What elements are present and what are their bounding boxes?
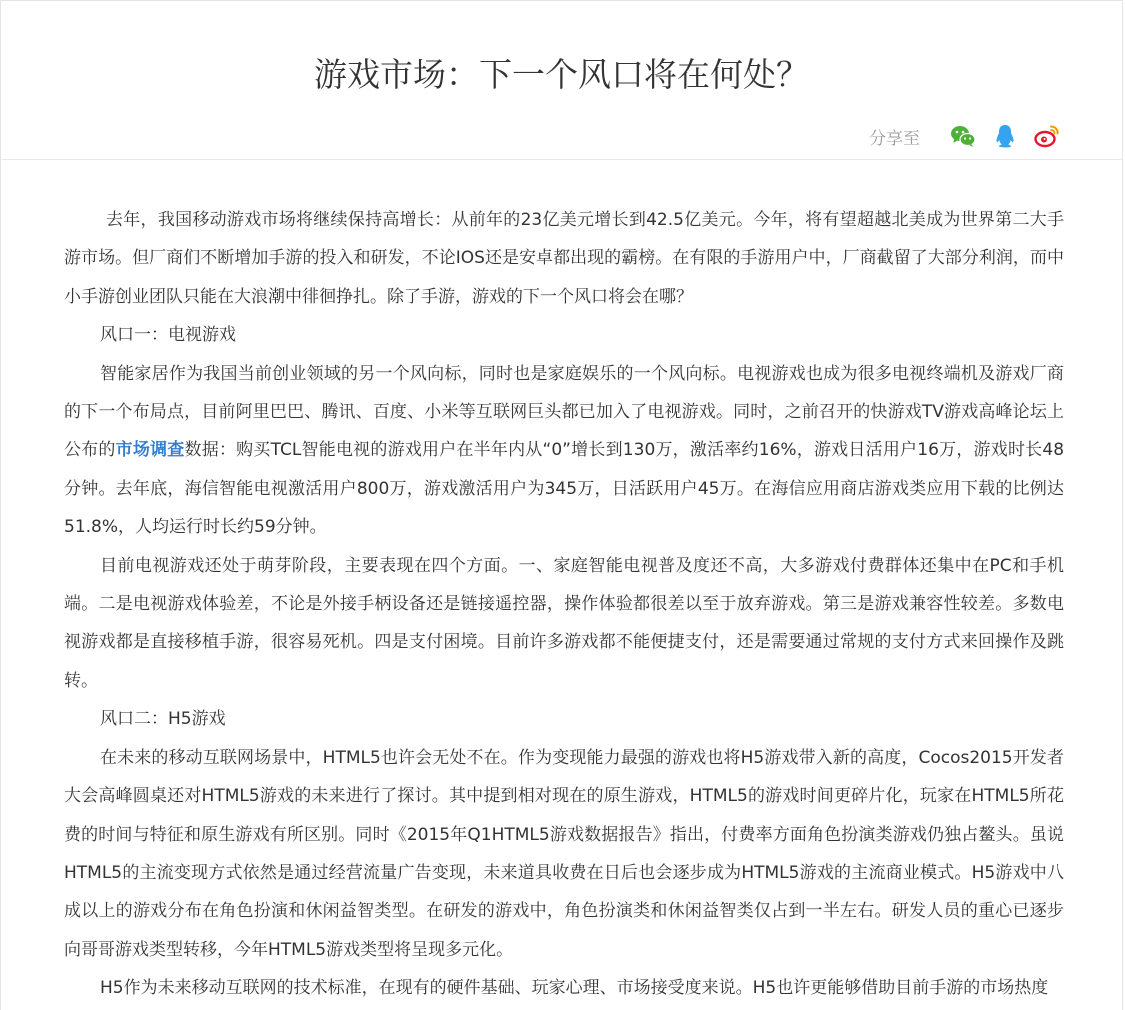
article-body	[64, 201, 1064, 1008]
weibo-icon[interactable]	[1034, 123, 1060, 149]
paragraph	[64, 355, 1064, 547]
article-header	[1, 1, 1122, 160]
share-bar	[869, 121, 1060, 151]
paragraph: 去年，我国移动游戏市场将继续保持高增长：从前年的23亿美元增长到42.5亿美元。今年，将有望超越北美成为世界第二大手游市场。但厂商们不断增加手游的投入和研发，不论IOS还是安卓都出现的霸榜。在有限的手游用户中，厂商截留了大部分利润，而中小手游创业团队只能在大浪潮中徘徊挣扎。除了手游，游戏的下一个风口将会在哪？	[64, 210, 1064, 307]
wechat-icon[interactable]	[950, 123, 976, 149]
market-survey-link[interactable]: 市场调查	[115, 440, 185, 461]
paragraph-text: 数据：购买TCL智能电视的游戏用户在半年内从“0”增长到130万，激活率约16%，游戏日活用户16万，游戏时长48分钟。去年底，海信智能电视激活用户800万，游戏激活用户为345万，日活跃用户45万。在海信应用商店游戏类应用下载的比例达51.8%，人均运行时长约59分钟。	[64, 440, 1065, 538]
share-label: 分享至	[869, 128, 920, 149]
paragraph: 目前电视游戏还处于萌芽阶段，主要表现在四个方面。一、家庭智能电视普及度还不高，大多游戏付费群体还集中在PC和手机端。二是电视游戏体验差，不论是外接手柄设备还是链接遥控器，操作体验都很差以至于放弃游戏。第三是游戏兼容性较差。多数电视游戏都是直接移植手游，很容易死机。四是支付困境。目前许多游戏都不能便捷支付，还是需要通过常规的支付方式来回操作及跳转。	[64, 555, 1064, 691]
paragraph: 在未来的移动互联网场景中，HTML5也许会无处不在。作为变现能力最强的游戏也将H5游戏带入新的高度，Cocos2015开发者大会高峰圆桌还对HTML5游戏的未来进行了探讨。其中提到相对现在的原生游戏，HTML5的游戏时间更碎片化，玩家在HTML5所花费的时间与特征和原生游戏有所区别。同时《2015年Q1HTML5游戏数据报告》指出，付费率方面角色扮演类游戏仍独占鳌头。虽说HTML5的主流变现方式依然是通过经营流量广告变现，未来道具收费在日后也会逐步成为HTML5游戏的主流商业模式。H5游戏中八成以上的游戏分布在角色扮演和休闲益智类型。在研发的游戏中，角色扮演类和休闲益智类仅占到一半左右。研发人员的重心已逐步向哥哥游戏类型转移，今年HTML5游戏类型将呈现多元化。	[64, 747, 1064, 960]
paragraph-text: 智能家居作为我国当前创业领域的另一个风向标，同时也是家庭娱乐的一个风向标。电视游戏也成为很多电视终端机及游戏厂商的下一个布局点，目前阿里巴巴、腾讯、百度、小米等互联网巨头都已加入了电视游戏。同时，之前召开的快游戏TV游戏高峰论坛上公布的	[64, 363, 1064, 461]
section-heading-h5-games: 风口二：H5游戏	[100, 709, 226, 730]
section-heading-tv-games: 风口一：电视游戏	[100, 325, 236, 346]
qq-icon[interactable]	[992, 123, 1018, 149]
article-title: 游戏市场：下一个风口将在何处？	[314, 55, 809, 94]
paragraph: H5作为未来移动互联网的技术标准，在现有的硬件基础、玩家心理、市场接受度来说。H5也许更能够借助目前手游的市场热度	[100, 978, 1049, 999]
